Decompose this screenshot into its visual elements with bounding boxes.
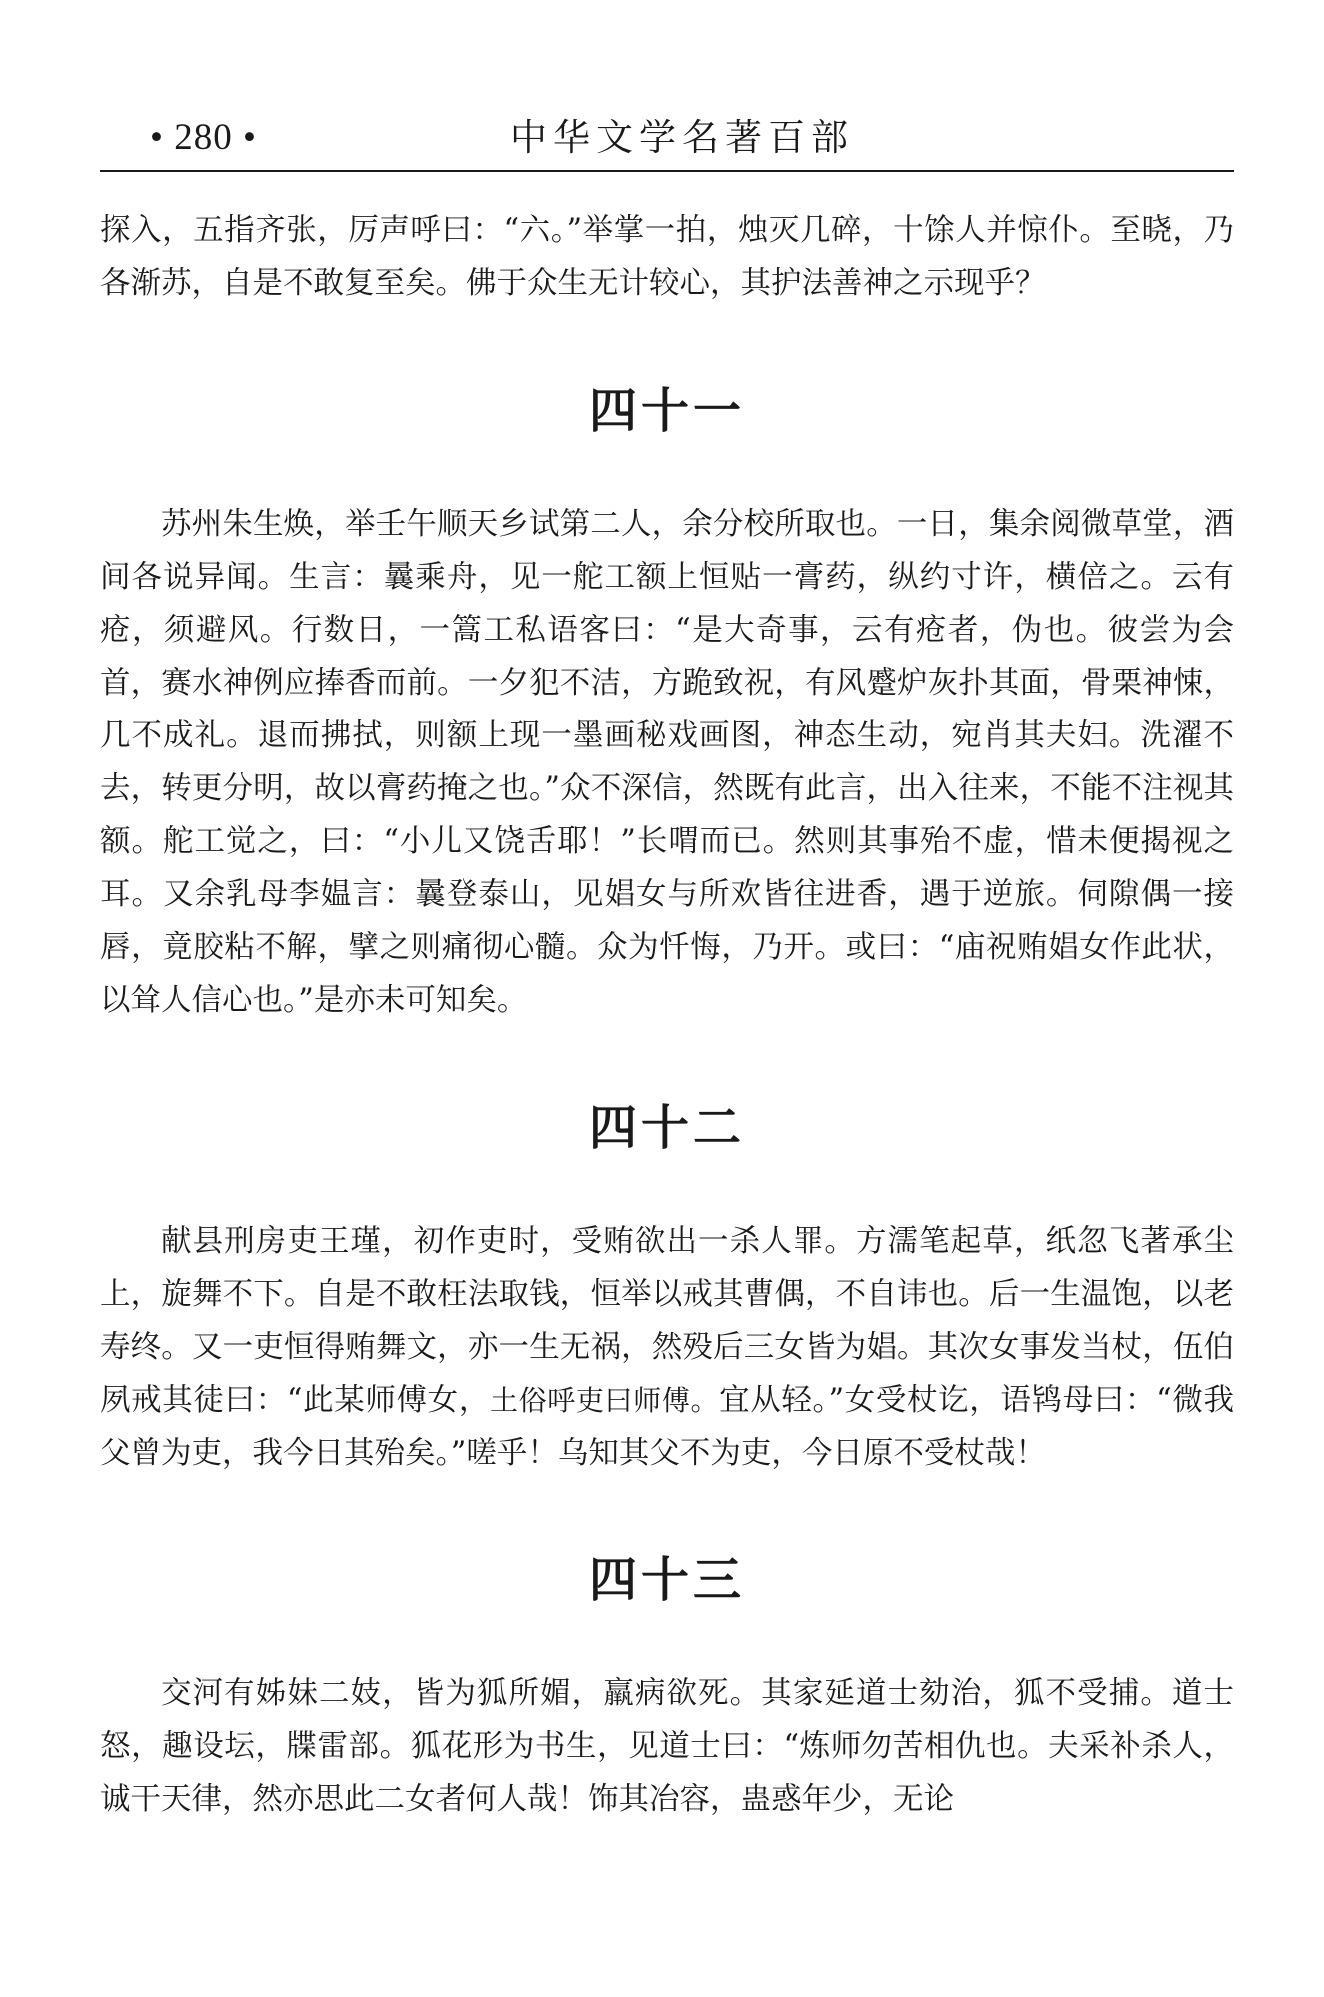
paragraph-43: 交河有姊妹二妓，皆为狐所媚，羸病欲死。其家延道士劾治，狐不受捕。道士怒，趣设坛，牒雷部。狐花形为书生，见道士曰：“炼师勿苦相仇也。夫采补杀人，诚干天律，然亦思此二女者何人哉！饰其冶容，蛊惑年少，无论 [100, 1676, 1234, 1818]
section-heading-41: 四十一 [588, 382, 745, 439]
section-heading-42: 四十二 [588, 1099, 745, 1156]
page-body [100, 205, 1234, 1827]
header-rule [100, 170, 1234, 172]
paragraph-42 [100, 1216, 1234, 1481]
book-title: 中华文学名著百部 [510, 116, 854, 159]
paragraph-42-text-b: 宜从轻。”女受杖讫，语鸨母曰：“微我父曾为吏，我今日其殆矣。”嗟乎！乌知其父不为吏，今日原不受杖哉！ [100, 1382, 1234, 1471]
running-header [100, 108, 1234, 168]
inline-annotation: 土俗呼吏曰师傅。 [489, 1383, 720, 1417]
paragraph-42-text-a: 献县刑房吏王瑾，初作吏时，受贿欲出一杀人罪。方濡笔起草，纸忽飞著承尘上，旋舞不下。自是不敢枉法取钱，恒举以戒其曹偶，不自讳也。后一生温饱，以老寿终。又一吏恒得贿舞文，亦一生无祸，然殁后三女皆为娼。其次女事发当杖，伍伯夙戒其徒曰：“此某师傅女， [100, 1223, 1234, 1418]
section-heading-43: 四十三 [588, 1552, 745, 1609]
paragraph-41: 苏州朱生焕，举壬午顺天乡试第二人，余分校所取也。一日，集余阅微草堂，酒间各说异闻。生言：曩乘舟，见一舵工额上恒贴一膏药，纵约寸许，横倍之。云有疮，须避风。行数日，一篙工私语客曰：“是大奇事，云有疮者，伪也。彼尝为会首，赛水神例应捧香而前。一夕犯不洁，方跪致祝，有风蹙炉灰扑其面，骨栗神悚，几不成礼。退而拂拭，则额上现一墨画秘戏画图，神态生动，宛肖其夫妇。洗濯不去，转更分明，故以膏药掩之也。”众不深信，然既有此言，出入往来，不能不注视其额。舵工觉之，曰：“小儿又饶舌耶！”长喟而已。然则其事殆不虚，惜未便揭视之耳。又余乳母李媪言：曩登泰山，见娼女与所欢皆往进香，遇于逆旅。伺隙偶一接唇，竟胶粘不解，擘之则痛彻心髓。众为忏悔，乃开。或曰：“庙祝贿娼女作此状，以耸人信心也。”是亦未可知矣。 [100, 506, 1234, 1018]
paragraph-continued: 探入，五指齐张，厉声呼曰：“六。”举掌一拍，烛灭几碎，十馀人并惊仆。至晓，乃各渐苏，自是不敢复至矣。佛于众生无计较心，其护法善神之示现乎？ [100, 213, 1234, 301]
page-number: • 280 • [150, 117, 257, 158]
